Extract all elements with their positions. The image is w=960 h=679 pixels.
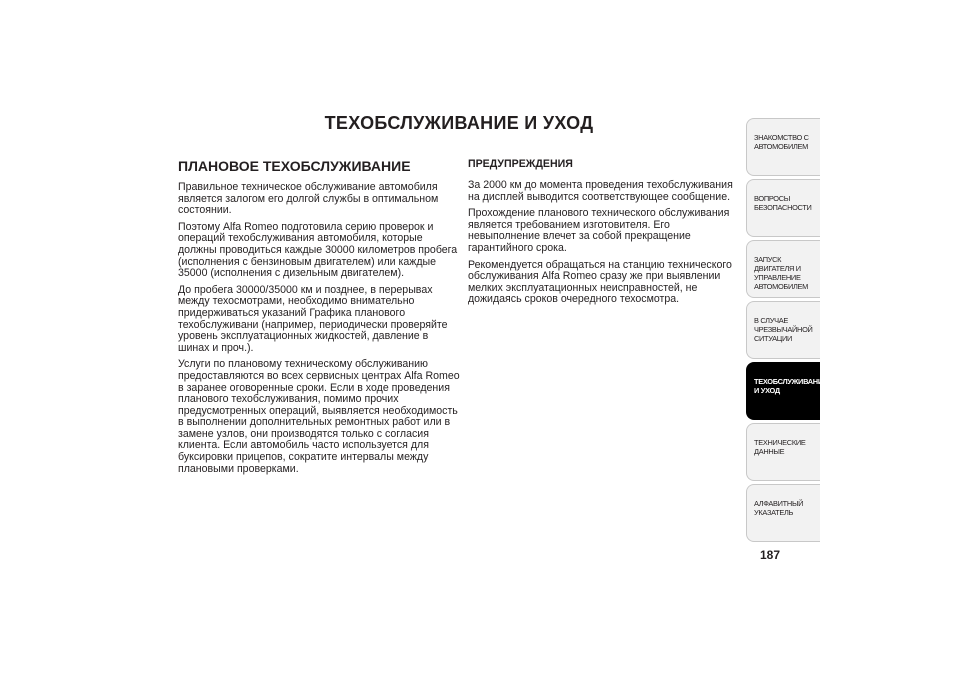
section-title-scheduled-maintenance: ПЛАНОВОЕ ТЕХОБСЛУЖИВАНИЕ: [178, 158, 411, 174]
paragraph: Прохождение планового технического обслуживания является требованием изготовителя. Его невыполнение влечет за собой прекращение гарантийного срока.: [468, 207, 730, 254]
paragraph: До пробега 30000/35000 км и позднее, в перерывах между техосмотрами, необходимо внимательно придерживаться указаний Графика планового техобслуживани (например, периодически проверяйте уровень эксплуатационных жидкостей, давление в шинах и проч.).: [178, 283, 448, 354]
tab-starting-and-driving[interactable]: ЗАПУСК ДВИГАТЕЛЯ И УПРАВЛЕНИЕ АВТОМОБИЛЕМ: [746, 240, 820, 298]
paragraph: Услуги по плановому техническому обслуживанию предоставляются во всех сервисных центрах Alfa Romeo в заранее оговоренные сроки. Если в ходе проведения планового техобслуживания, помимо прочих предусмотренных операций, выявляется необходимость в выполнении дополнительных ремонтных работ или в замене узлов, они производятся только с согласия клиента. Если автомобиль часто используется для буксировки прицепов, сократите интервалы между плановыми проверками.: [178, 358, 460, 475]
left-column: [178, 158, 460, 480]
page-title: ТЕХОБСЛУЖИВАНИЕ И УХОД: [324, 113, 594, 133]
tab-index[interactable]: АЛФАВИТНЫЙ УКАЗАТЕЛЬ: [746, 484, 820, 542]
tab-maintenance-active[interactable]: ТЕХОБСЛУЖИВАНИЕ И УХОД: [746, 362, 820, 420]
paragraph: Поэтому Alfa Romeo подготовила серию проверок и операций техобслуживания автомобиля, которые должны проводиться каждые 30000 километров пробега (исполнения с бензиновым двигателем) или каждые 35000 (исполнения с дизельным двигателем).: [178, 220, 458, 280]
paragraph: Рекомендуется обращаться на станцию технического обслуживания Alfa Romeo сразу же при выявлении мелких эксплуатационных неисправностей, не дожидаясь сроков очередного техосмотра.: [468, 258, 732, 306]
right-column: [468, 158, 744, 311]
chapter-tabs: [746, 118, 828, 545]
warnings-heading: ПРЕДУПРЕЖДЕНИЯ: [468, 158, 573, 170]
tab-safety[interactable]: ВОПРОСЫ БЕЗОПАСНОСТИ: [746, 179, 820, 237]
tab-emergency[interactable]: В СЛУЧАЕ ЧРЕЗВЫЧАЙНОЙ СИТУАЦИИ: [746, 301, 820, 359]
paragraph: Правильное техническое обслуживание автомобиля является залогом его долгой службы в оптимальном состоянии.: [178, 181, 439, 217]
tab-technical-data[interactable]: ТЕХНИЧЕСКИЕ ДАННЫЕ: [746, 423, 820, 481]
tab-getting-to-know-car[interactable]: ЗНАКОМСТВО С АВТОМОБИЛЕМ: [746, 118, 820, 176]
page-number: 187: [760, 548, 781, 562]
paragraph: За 2000 км до момента проведения техобслуживания на дисплей выводится соответствующее сообщение.: [468, 179, 733, 203]
